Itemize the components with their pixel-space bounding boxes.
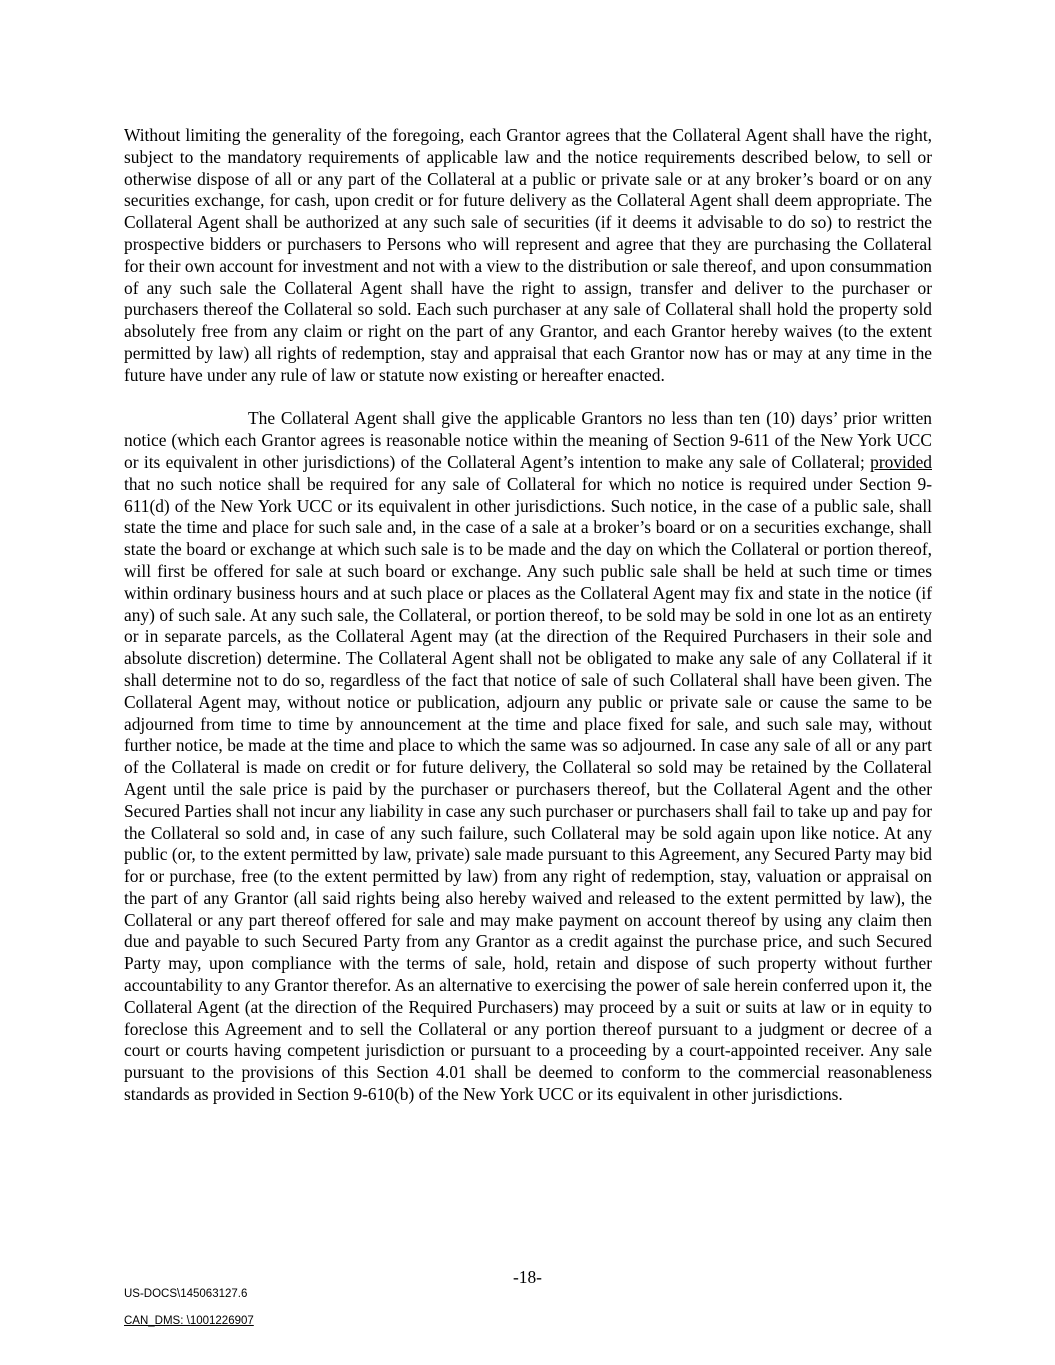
document-id: US-DOCS\145063127.6 <box>124 1288 248 1300</box>
document-body <box>124 125 932 1106</box>
paragraph-sale-rights: Without limiting the generality of the foregoing, each Grantor agrees that the Collateral Agent shall have the right, subject to the mandatory requirements of applicable law and the notice requirements described below, to sell or otherwise dispose of all or any part of the Collateral at a public or private sale or at any broker’s board or on any securities exchange, for cash, upon credit or for future delivery as the Collateral Agent shall deem appropriate. The Collateral Agent shall be authorized at any such sale of securities (if it deems it advisable to do so) to restrict the prospective bidders or purchasers to Persons who will represent and agree that they are purchasing the Collateral for their own account for investment and not with a view to the distribution or sale thereof, and upon consummation of any such sale the Collateral Agent shall have the right to assign, transfer and deliver to the purchaser or purchasers thereof the Collateral so sold. Each such purchaser at any sale of Collateral shall hold the property sold absolutely free from any claim or right on the part of any Grantor, and each Grantor hereby waives (to the extent permitted by law) all rights of redemption, stay and appraisal that each Grantor now has or may at any time in the future have under any rule of law or statute now existing or hereafter enacted. <box>124 125 932 385</box>
paragraph-notice-text-2: that no such notice shall be required for any sale of Collateral for which no notice is required under Section 9-611(d) of the New York UCC or its equivalent in other jurisdictions. Such notice, in the case of a public sale, shall state the time and place for such sale and, in the case of a sale at a broker’s board or on a securities exchange, shall state the board or exchange at which such sale is to be made and the day on which the Collateral or portion thereof, will first be offered for sale at such board or exchange. Any such public sale shall be held at such time or times within ordinary business hours and at such place or places as the Collateral Agent may fix and state in the notice (if any) of such sale. At any such sale, the Collateral, or portion thereof, to be sold may be sold in one lot as an entirety or in separate parcels, as the Collateral Agent may (at the direction of the Required Purchasers in their sole and absolute discretion) determine. The Collateral Agent shall not be obligated to make any sale of any Collateral if it shall determine not to do so, regardless of the fact that notice of sale of such Collateral shall have been given. The Collateral Agent may, without notice or publication, adjourn any public or private sale or cause the same to be adjourned from time to time by announcement at the time and place fixed for sale, and such sale may, without further notice, be made at the time and place to which the same was so adjourned. In case any sale of all or any part of the Collateral is made on credit or for future delivery, the Collateral so sold may be retained by the Collateral Agent until the sale price is paid by the purchaser or purchasers thereof, but the Collateral Agent and the other Secured Parties shall not incur any liability in case any such purchaser or purchasers shall fail to take up and pay for the Collateral so sold and, in case of any such failure, such Collateral may be sold again upon like notice. At any public (or, to the extent permitted by law, private) sale made pursuant to this Agreement, any Secured Party may bid for or purchase, free (to the extent permitted by law) from any right of redemption, stay, valuation or appraisal on the part of any Grantor (all said rights being also hereby waived and released to the extent permitted by law), the Collateral or any part thereof offered for sale and may make payment on account thereof by using any claim then due and payable to such Secured Party from any Grantor as a credit against the purchase price, and such Secured Party may, upon compliance with the terms of sale, hold, retain and dispose of such property without further accountability to any Grantor therefor. As an alternative to exercising the power of sale herein conferred upon it, the Collateral Agent (at the direction of the Required Purchasers) may proceed by a suit or suits at law or in equity to foreclose this Agreement and to sell the Collateral or any portion thereof pursuant to a judgment or decree of a court or courts having competent jurisdiction or pursuant to a proceeding by a court-appointed receiver. Any sale pursuant to the provisions of this Section 4.01 shall be deemed to conform to the commercial reasonableness standards as provided in Section 9-610(b) of the New York UCC or its equivalent in other jurisdictions. <box>124 473 932 1105</box>
paragraph-notice-text-1: The Collateral Agent shall give the applicable Grantors no less than ten (10) days’ prior written notice (which each Grantor agrees is reasonable notice within the meaning of Section 9-611 of the New York UCC or its equivalent in other jurisdictions) of the Collateral Agent’s intention to make any sale of Collateral; <box>124 408 932 472</box>
dms-id: CAN_DMS: \1001226907 <box>124 1315 254 1327</box>
page-number: -18- <box>513 1267 542 1287</box>
provided-term: provided <box>870 451 932 472</box>
paragraph-notice-of-sale <box>124 408 932 1106</box>
